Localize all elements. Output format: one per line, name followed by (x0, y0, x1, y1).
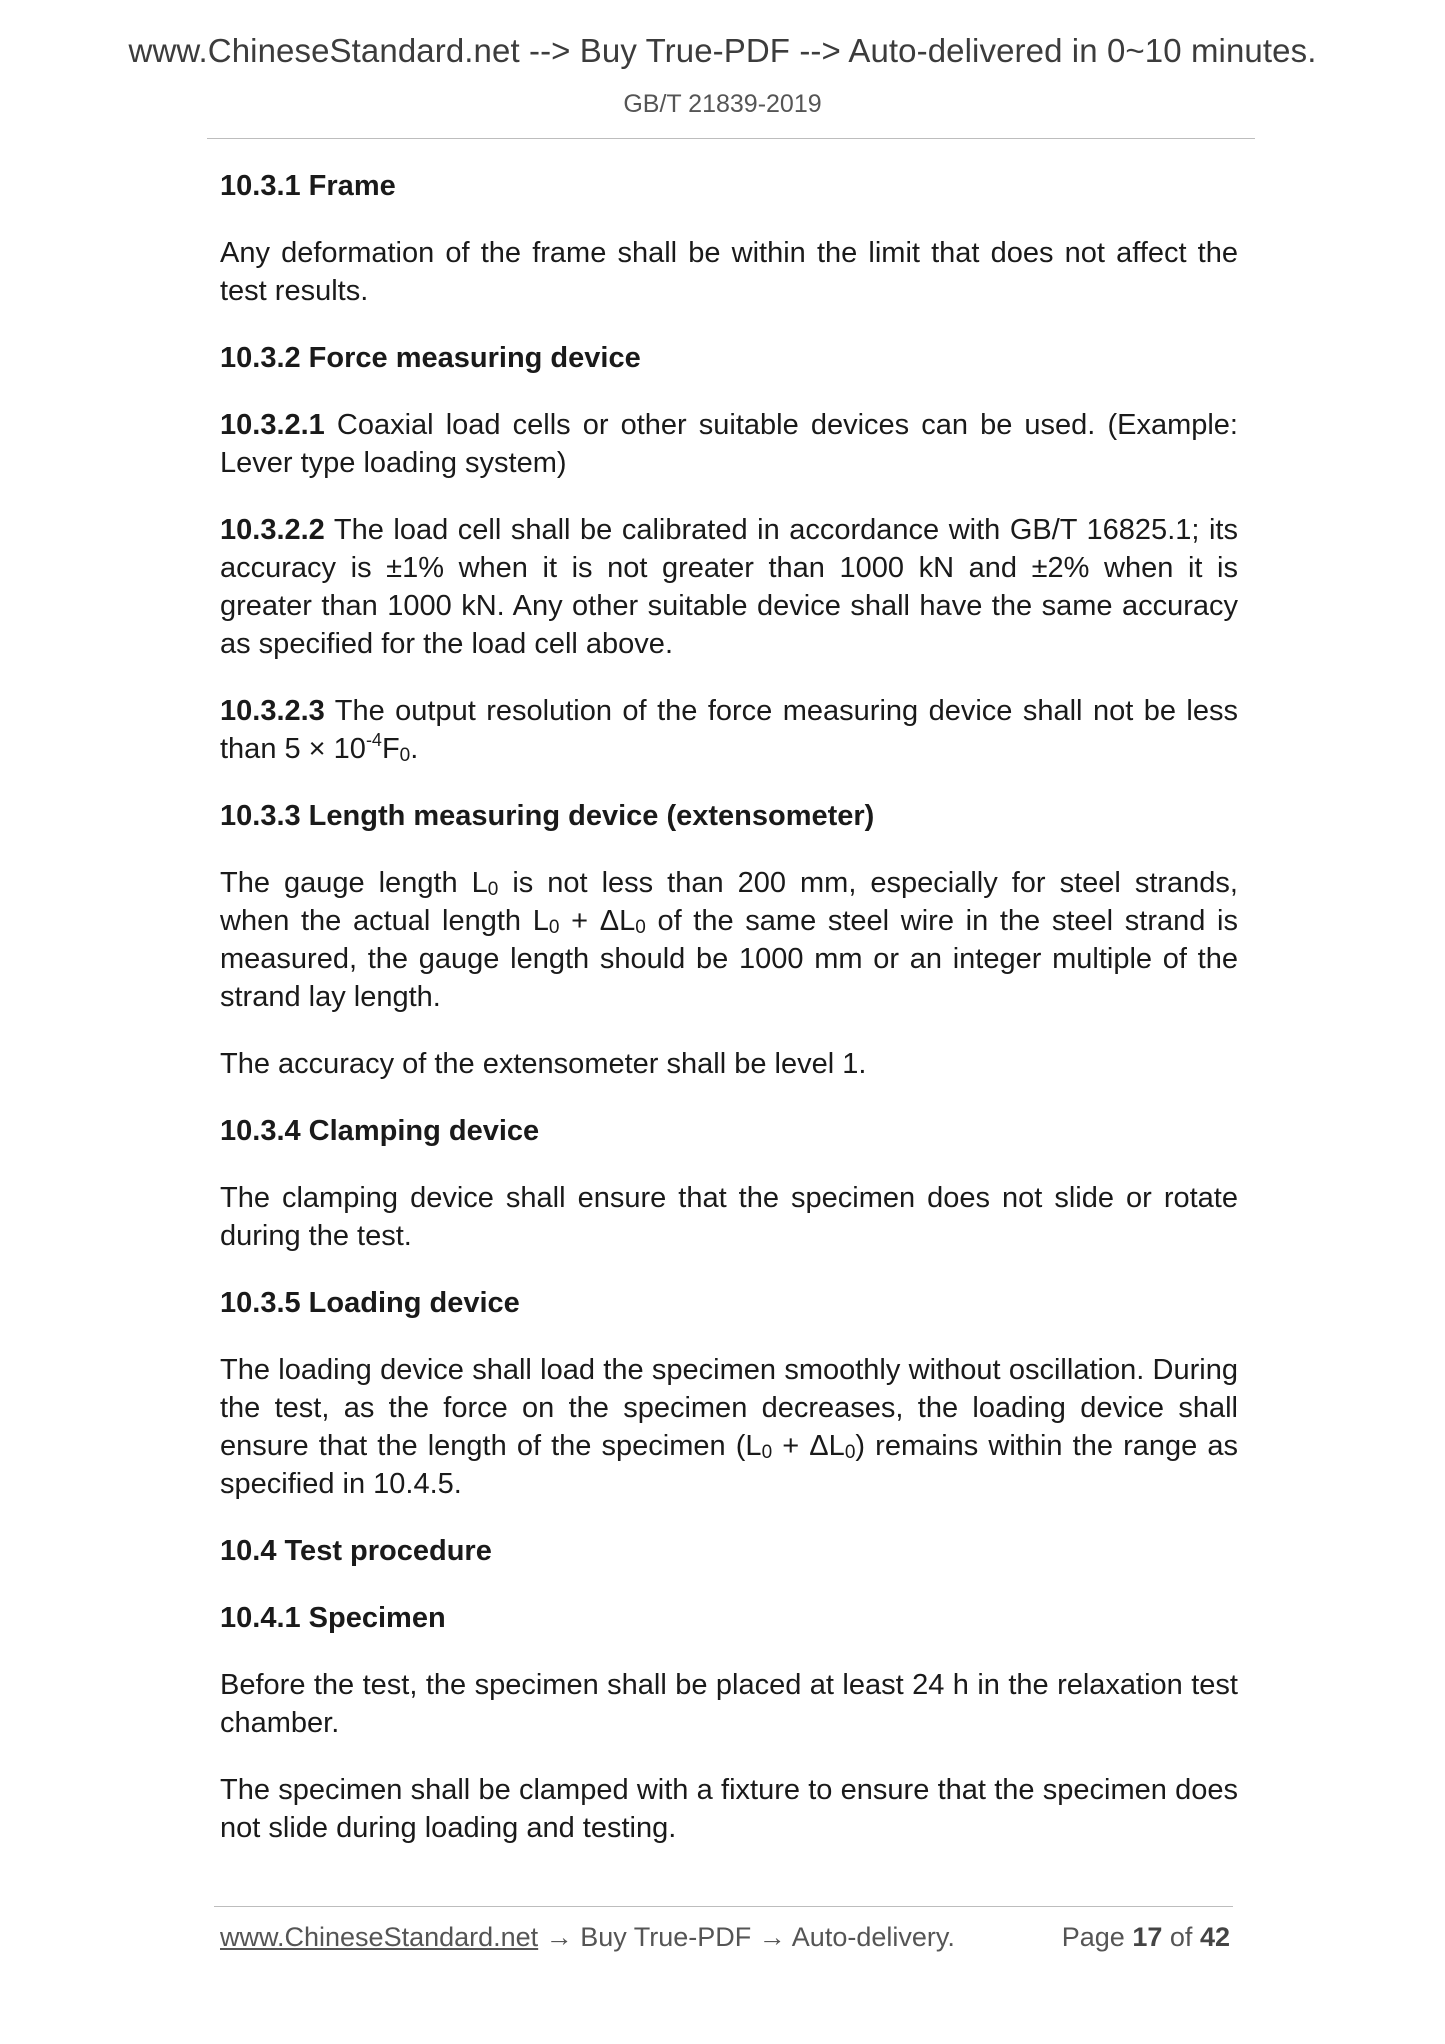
header-divider (207, 138, 1255, 139)
paragraph-10-3-2-3 (220, 692, 1238, 768)
subscript: 0 (399, 745, 411, 766)
paragraph-10-3-5 (220, 1351, 1238, 1503)
subscript: 0 (761, 1442, 773, 1463)
text-run: The gauge length L (220, 867, 488, 899)
paragraph-10-3-3-accuracy: The accuracy of the extensometer shall be level 1. (220, 1048, 867, 1080)
footer-site-link[interactable]: www.ChineseStandard.net (220, 1922, 539, 1952)
paragraph-10-3-2-2 (220, 511, 1238, 663)
standard-code: GB/T 21839-2019 (623, 90, 822, 118)
footer-buy-text: Buy True-PDF (580, 1922, 752, 1952)
exponent: -4 (365, 730, 382, 750)
footer-links (220, 1922, 955, 1953)
clause-text: The load cell shall be calibrated in accordance with GB/T 16825.1; its accuracy is ±1% when it is not greater than 1000 kN and ±2% when it is greater than 1000 kN. Any other suitable device shall have the same accuracy as specified for the load cell above. (220, 514, 1238, 660)
text-run: The loading device shall load the specimen smoothly without oscillation. During the test, as the force on the specimen decreases, the loading device shall ensure that the length of the specimen (L (220, 1354, 1238, 1462)
heading-10-4-1: 10.4.1 Specimen (220, 1602, 446, 1634)
text-run: ) remains within the range as specified in 10.4.5. (220, 1430, 1239, 1500)
clause-text: The output resolution of the force measuring device shall not be less than 5 × 10 (220, 695, 1238, 765)
text-run: is not less than 200 mm, especially for steel strands, when the actual length L (220, 867, 1238, 937)
subscript: 0 (548, 917, 560, 938)
footer (220, 1922, 1230, 1962)
footer-divider (214, 1906, 1233, 1907)
clause-number: 10.3.2.1 (220, 409, 325, 441)
page-label: Page (1061, 1922, 1125, 1952)
heading-10-3-4: 10.3.4 Clamping device (220, 1115, 540, 1147)
clause-number: 10.3.2.3 (220, 695, 325, 727)
paragraph-10-4-1-conditioning: Before the test, the specimen shall be placed at least 24 h in the relaxation test chamber. (220, 1669, 1238, 1739)
subscript: 0 (635, 917, 646, 938)
footer-delivery-text: Auto-delivery. (791, 1922, 955, 1952)
subscript: 0 (487, 879, 499, 900)
text-run: of the same steel wire in the steel strand is measured, the gauge length should be 1000 mm or an integer multiple of the strand lay length. (220, 905, 1238, 1013)
heading-10-3-3: 10.3.3 Length measuring device (extensometer) (220, 800, 875, 832)
heading-10-3-2: 10.3.2 Force measuring device (220, 342, 641, 374)
arrow-right-icon: → (545, 1922, 573, 1952)
paragraph-10-3-4: The clamping device shall ensure that the specimen does not slide or rotate during the test. (220, 1182, 1238, 1252)
top-banner: www.ChineseStandard.net --> Buy True-PDF --> Auto-delivered in 0~10 minutes. (128, 32, 1317, 69)
total-pages: 42 (1199, 1922, 1230, 1952)
page-number: 17 (1132, 1922, 1163, 1952)
subscript: 0 (844, 1442, 856, 1463)
text-run: + ΔL (559, 905, 636, 937)
of-label: of (1169, 1922, 1193, 1952)
heading-10-4: 10.4 Test procedure (220, 1535, 492, 1567)
page-indicator (1062, 1922, 1230, 1953)
clause-end: . (410, 733, 419, 765)
force-symbol: F (381, 733, 400, 765)
paragraph-10-3-3-gauge (220, 864, 1238, 1016)
arrow-right-icon: → (758, 1922, 786, 1952)
heading-10-3-5: 10.3.5 Loading device (220, 1287, 520, 1319)
clause-number: 10.3.2.2 (220, 514, 325, 546)
document-body (220, 167, 1238, 1847)
heading-10-3-1: 10.3.1 Frame (220, 170, 396, 202)
paragraph-10-3-2-1 (220, 406, 1238, 482)
text-run: + ΔL (772, 1430, 845, 1462)
paragraph-10-3-1: Any deformation of the frame shall be within the limit that does not affect the test results. (220, 237, 1238, 307)
paragraph-10-4-1-clamping: The specimen shall be clamped with a fixture to ensure that the specimen does not slide during loading and testing. (220, 1774, 1238, 1844)
clause-text: Coaxial load cells or other suitable devices can be used. (Example: Lever type loading system) (220, 409, 1238, 479)
